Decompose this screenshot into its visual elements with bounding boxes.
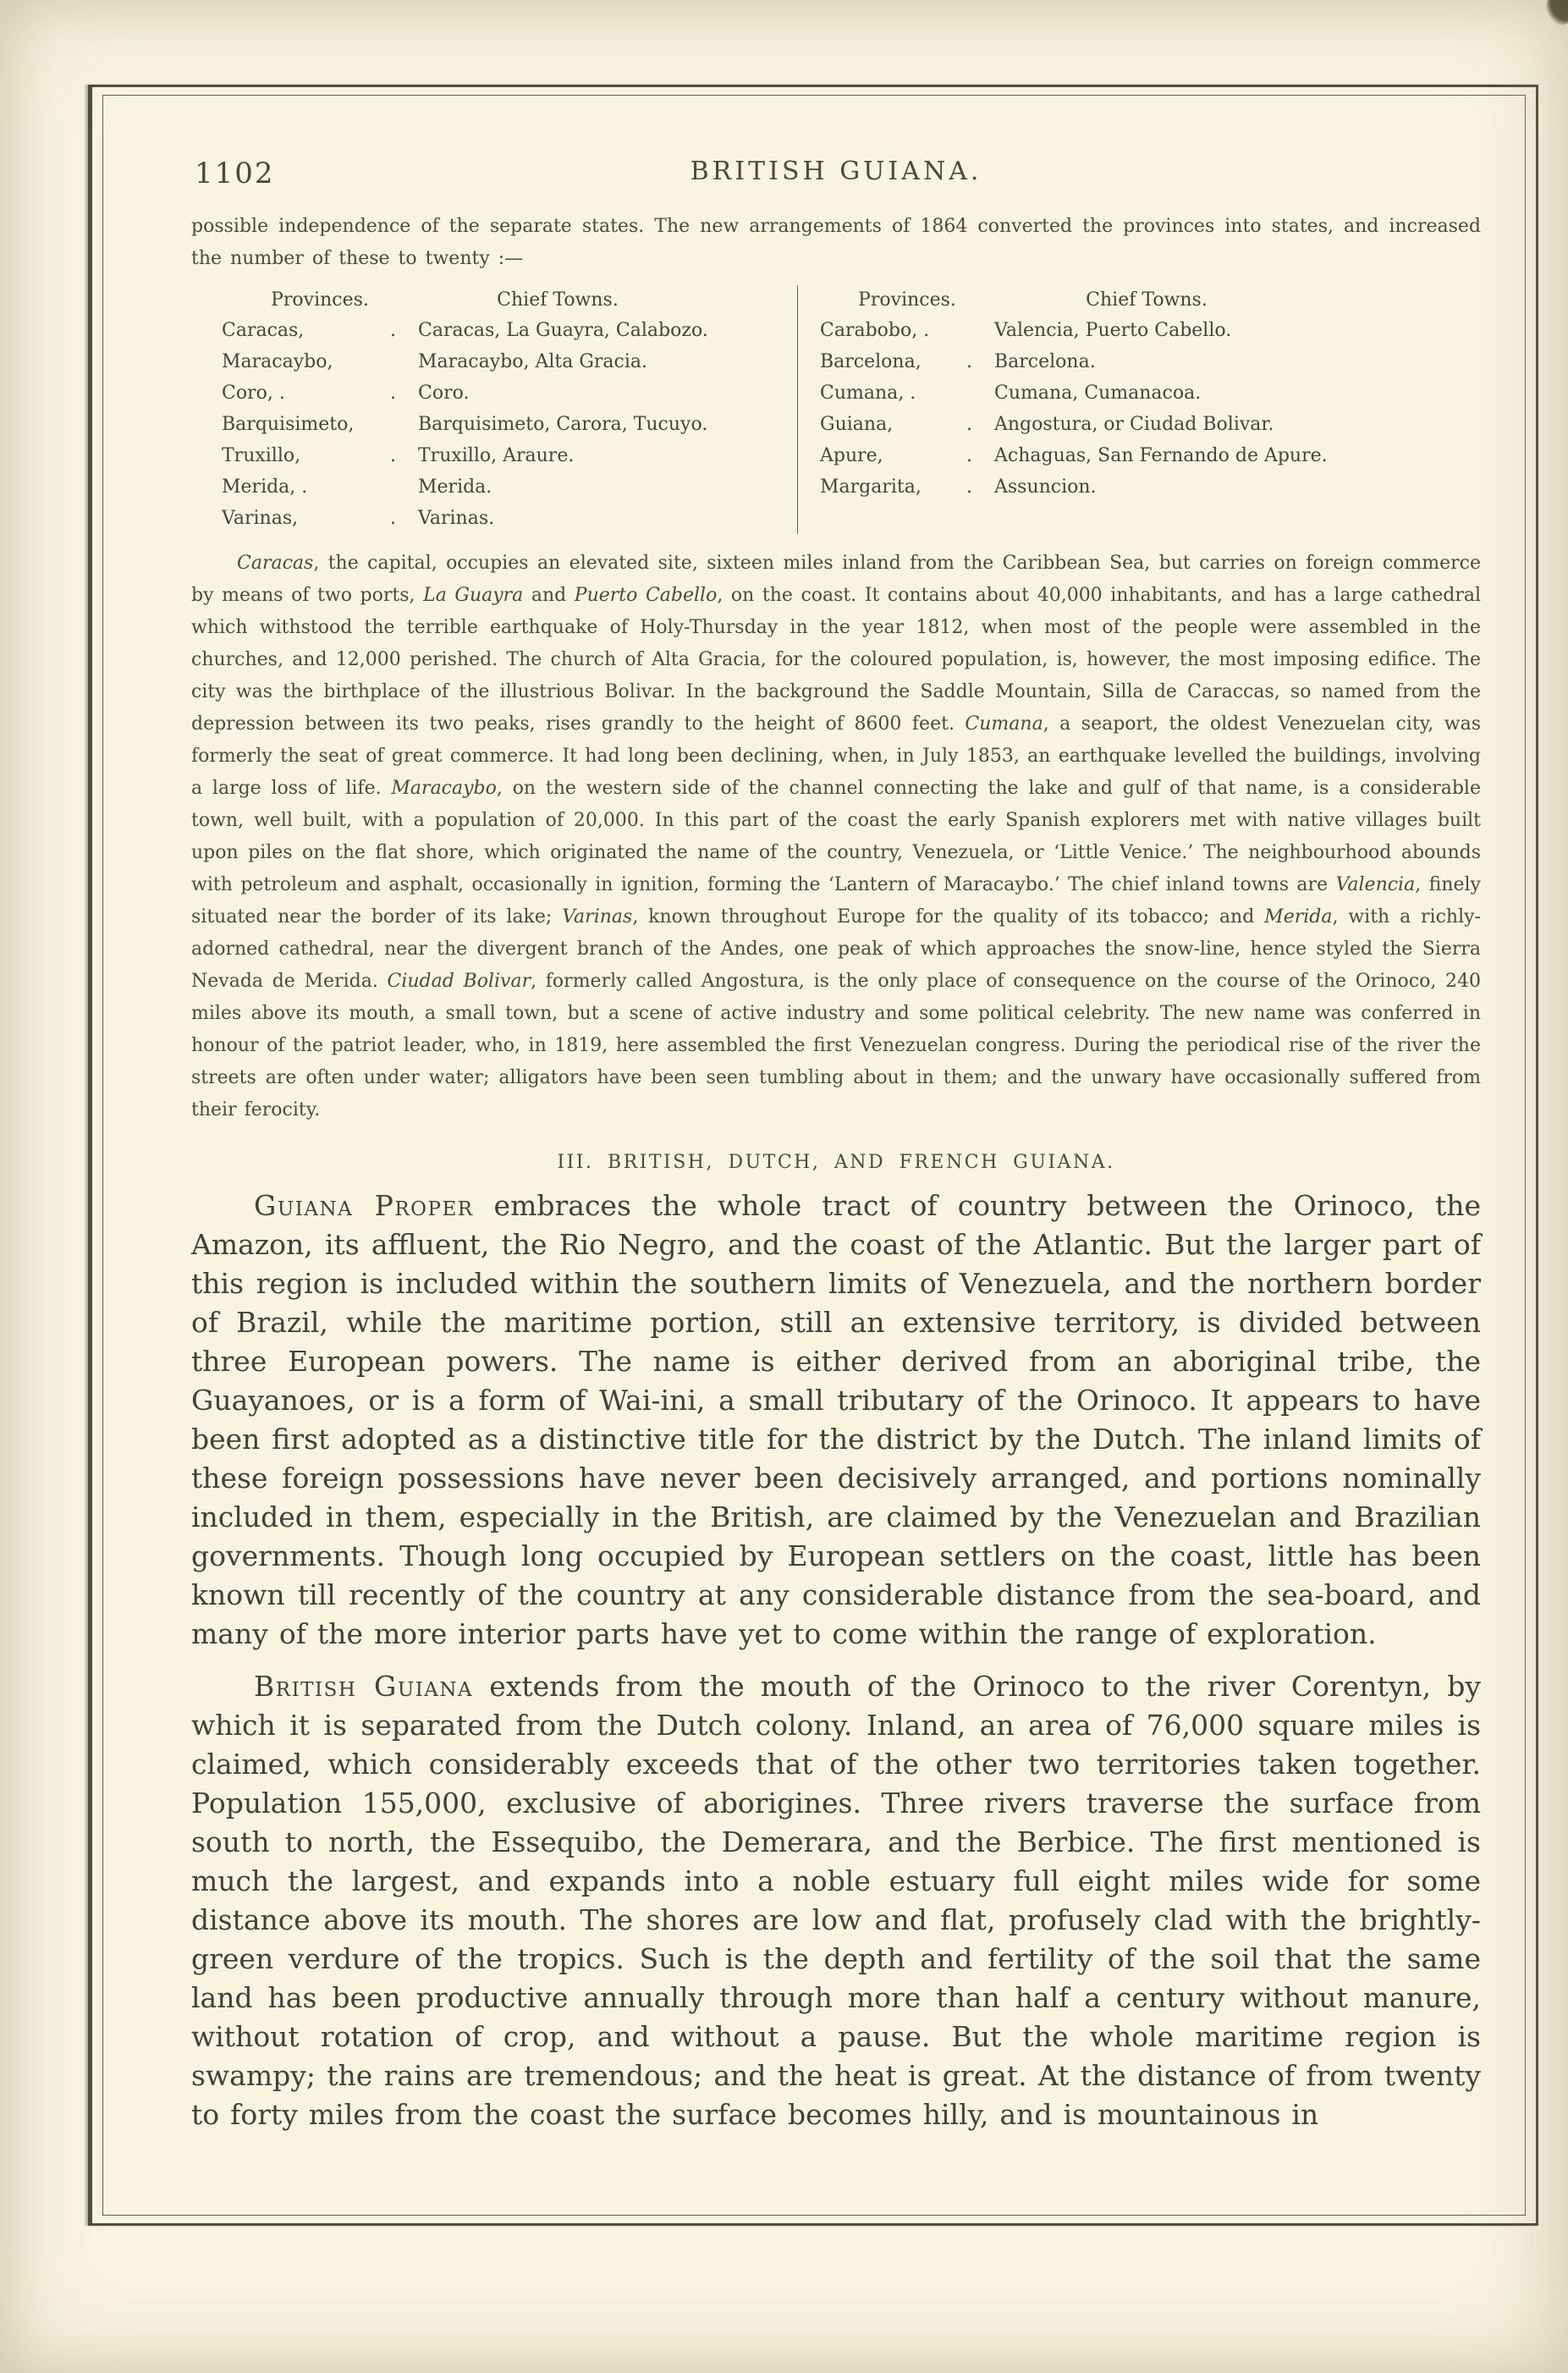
text-segment: , formerly called Angostura, is the only place of consequence on the course of the Orinoco, 240 miles above its mouth, a small town, but a scene of active industry and some political celebrity. The new name was conferred in honour of the patriot leader, who, in 1819, here assembled the first Venezuelan congress. During the periodical rise of the river the streets are often under water; alligators have been seen tumbling about in them; and the unwary have occasionally suffered from their ferocity. [191, 971, 1482, 1120]
chief-towns-cell: Cumana, Cumanacoa. [994, 383, 1202, 404]
chief-towns-cell: Achaguas, San Fernando de Apure. [994, 445, 1328, 466]
dot-leader: . [390, 320, 396, 341]
dot-leader: . [966, 476, 972, 498]
dot-leader: . [966, 445, 972, 466]
text-segment: Maracaybo [391, 778, 497, 799]
table-row [820, 409, 1481, 440]
text-segment: Cumana [965, 713, 1043, 735]
text-segment: , the capital, occupies an elevated site, sixteen miles inland from the Caribbean Sea, but carries on foreign commerce by means of two ports, [191, 553, 1481, 606]
page-border-inner-rule [102, 95, 1526, 2216]
province-cell [820, 440, 994, 471]
province-name: Caracas, [222, 320, 305, 341]
table-header-row [222, 285, 797, 315]
text-segment: Guiana Proper [254, 1189, 474, 1222]
province-name: Coro, . [222, 383, 285, 404]
provinces-table-left [191, 285, 797, 534]
text-segment: Valencia [1335, 874, 1416, 895]
text-segment: embraces the whole tract of country between the Orinoco, the Amazon, its affluent, the Rio Negro, and the coast of the Atlantic. But the larger part of this region is included within the southern limits of Venezuela, and the northern border of Brazil, while the maritime portion, still an extensive territory, is divided between three European powers. The name is either derived from an aboriginal tribe, the Guayanoes, or is a form of Wai-ini, a small tributary of the Orinoco. It appears to have been first adopted as a distinctive title for the district by the Dutch. The inland limits of these foreign possessions have never been decisively arranged, and portions nominally included in them, especially in the British, are claimed by the Venezuelan and Brazilian governments. Though long occupied by European settlers on the coast, little has been known till recently of the country at any considerable distance from the sea-board, and many of the more interior parts have yet to come within the range of exploration. [191, 1189, 1481, 1650]
text-segment: Ciudad Bolivar [387, 971, 531, 992]
provinces-tables [191, 285, 1481, 534]
text-segment: and [523, 585, 575, 606]
province-name: Barquisimeto, [222, 414, 355, 435]
chief-towns-column-header: Chief Towns. [1086, 289, 1208, 311]
text-segment: extends from the mouth of the Orinoco to the river Corentyn, by which it is separated from the Dutch colony. Inland, an area of 76,000 square miles is claimed, which considerably exceeds that of the other two territories taken together. Population 155,000, exclusive of aborigines. Three rivers traverse the surface from south to north, the Essequibo, the Demerara, and the Berbice. The first mentioned is much the largest, and expands into a noble estuary full eight miles wide for some distance above its mouth. The shores are low and flat, profusely clad with the brightly-green verdure of the tropics. Such is the depth and fertility of the soil that the same land has been productive annually through more than half a century without manure, without rotation of crop, and without a pause. But the whole maritime region is swampy; the rains are tremendous; and the heat is great. At the distance of from twenty to forty miles from the coast the surface becomes hilly, and is mountainous in [191, 1670, 1481, 2131]
dot-leader: . [390, 508, 396, 529]
province-name: Cumana, . [820, 383, 916, 404]
province-cell [222, 377, 418, 409]
province-name: Apure, [820, 445, 883, 466]
guiana-proper-paragraph [191, 1186, 1481, 1654]
province-name: Carabobo, . [820, 320, 930, 341]
text-segment: , with a richly-adorned cathedral, near the divergent branch of the Andes, one peak of which approaches the snow-line, hence styled the Sierra Nevada de Merida. [191, 906, 1481, 992]
table-body [222, 315, 797, 534]
caracas-paragraph [191, 548, 1481, 1126]
table-row [820, 471, 1481, 503]
table-row [222, 377, 797, 409]
province-cell [820, 377, 994, 409]
chief-towns-cell: Maracaybo, Alta Gracia. [418, 351, 648, 372]
province-cell [820, 315, 994, 346]
province-cell [222, 409, 418, 440]
table-row [820, 440, 1481, 471]
dot-leader: . [966, 414, 972, 435]
chief-towns-column-header: Chief Towns. [497, 289, 619, 311]
province-cell [820, 346, 994, 377]
province-cell [222, 346, 418, 377]
table-row [222, 409, 797, 440]
province-cell [222, 471, 418, 503]
table-header-row [820, 285, 1481, 315]
british-guiana-paragraph [191, 1667, 1481, 2134]
page-header [191, 157, 1481, 192]
dot-leader [396, 471, 418, 503]
table-row [820, 377, 1481, 409]
dot-leader [396, 346, 418, 377]
dot-leader [972, 315, 994, 346]
province-name: Varinas, [222, 508, 299, 529]
province-cell [222, 315, 418, 346]
chief-towns-cell: Merida. [418, 476, 492, 498]
province-cell [222, 440, 418, 471]
chief-towns-cell: Barquisimeto, Carora, Tucuyo. [418, 414, 708, 435]
province-name: Margarita, [820, 476, 922, 498]
provinces-column-header: Provinces. [271, 289, 369, 311]
text-segment: , known throughout Europe for the quality of its tobacco; and [632, 906, 1265, 928]
text-segment: Varinas [562, 906, 633, 928]
scan-artifact [1546, 0, 1568, 25]
dot-leader [396, 409, 418, 440]
province-cell [820, 471, 994, 503]
provinces-column-header: Provinces. [858, 289, 956, 311]
chief-towns-cell: Truxillo, Araure. [418, 445, 575, 466]
table-row [222, 471, 797, 503]
table-row [222, 346, 797, 377]
text-segment: Puerto Cabello [574, 585, 718, 606]
page-content [103, 96, 1525, 2215]
province-cell [820, 409, 994, 440]
chief-towns-cell: Coro. [418, 383, 470, 404]
table-row [222, 503, 797, 534]
table-body [820, 315, 1481, 503]
page-border-frame [88, 85, 1538, 2226]
section-heading: III. BRITISH, DUTCH, AND FRENCH GUIANA. [557, 1152, 1115, 1173]
table-row [222, 315, 797, 346]
chief-towns-cell: Caracas, La Guayra, Calabozo. [418, 320, 708, 341]
page-number: 1102 [195, 157, 275, 190]
text-segment: British Guiana [254, 1670, 474, 1703]
table-row [222, 440, 797, 471]
chief-towns-cell: Barcelona. [994, 351, 1096, 372]
province-name: Merida, . [222, 476, 308, 498]
chief-towns-cell: Angostura, or Ciudad Bolivar. [994, 414, 1274, 435]
text-segment: Merida [1264, 906, 1333, 928]
running-title: BRITISH GUIANA. [690, 157, 982, 186]
dot-leader: . [966, 351, 972, 372]
dot-leader: . [390, 445, 396, 466]
chief-towns-cell: Varinas. [418, 508, 495, 529]
intro-paragraph: possible independence of the separate states. The new arrangements of 1864 converted the provinces into states, and increased the number of these to twenty :— [191, 216, 1481, 269]
chief-towns-cell: Valencia, Puerto Cabello. [994, 320, 1232, 341]
text-segment: , a seaport, the oldest Venezuelan city, was formerly the seat of great commerce. It had long been declining, when, in July 1853, an earthquake levelled the buildings, involving a large loss of life. [191, 713, 1481, 799]
chief-towns-cell: Assuncion. [994, 476, 1097, 498]
province-name: Guiana, [820, 414, 894, 435]
province-cell [222, 503, 418, 534]
province-name: Barcelona, [820, 351, 922, 372]
text-segment: , finely situated near the border of its lake; [191, 874, 1481, 928]
text-segment: Caracas [237, 553, 314, 574]
province-name: Truxillo, [222, 445, 301, 466]
table-row [820, 315, 1481, 346]
provinces-table-right [798, 285, 1481, 534]
province-name: Maracaybo, [222, 351, 333, 372]
table-row [820, 346, 1481, 377]
text-segment: La Guayra [423, 585, 524, 606]
text-segment: , on the coast. It contains about 40,000 inhabitants, and has a large cathedral which withstood the terrible earthquake of Holy-Thursday in the year 1812, when most of the people were assembled in the churches, and 12,000 perished. The church of Alta Gracia, for the coloured population, is, however, the most imposing edifice. The city was the birthplace of the illustrious Bolivar. In the background the Saddle Mountain, Silla de Caraccas, so named from the depression between its two peaks, rises grandly to the height of 8600 feet. [191, 585, 1481, 735]
dot-leader: . [390, 383, 396, 404]
dot-leader [972, 377, 994, 409]
text-segment: , on the western side of the channel connecting the lake and gulf of that name, is a considerable town, well built, with a population of 20,000. In this part of the coast the early Spanish explorers met with native villages built upon piles on the flat shore, which originated the name of the country, Venezuela, or ‘Little Venice.’ The neighbourhood abounds with petroleum and asphalt, occasionally in ignition, forming the ‘Lantern of Maracaybo.’ The chief inland towns are [191, 778, 1481, 895]
